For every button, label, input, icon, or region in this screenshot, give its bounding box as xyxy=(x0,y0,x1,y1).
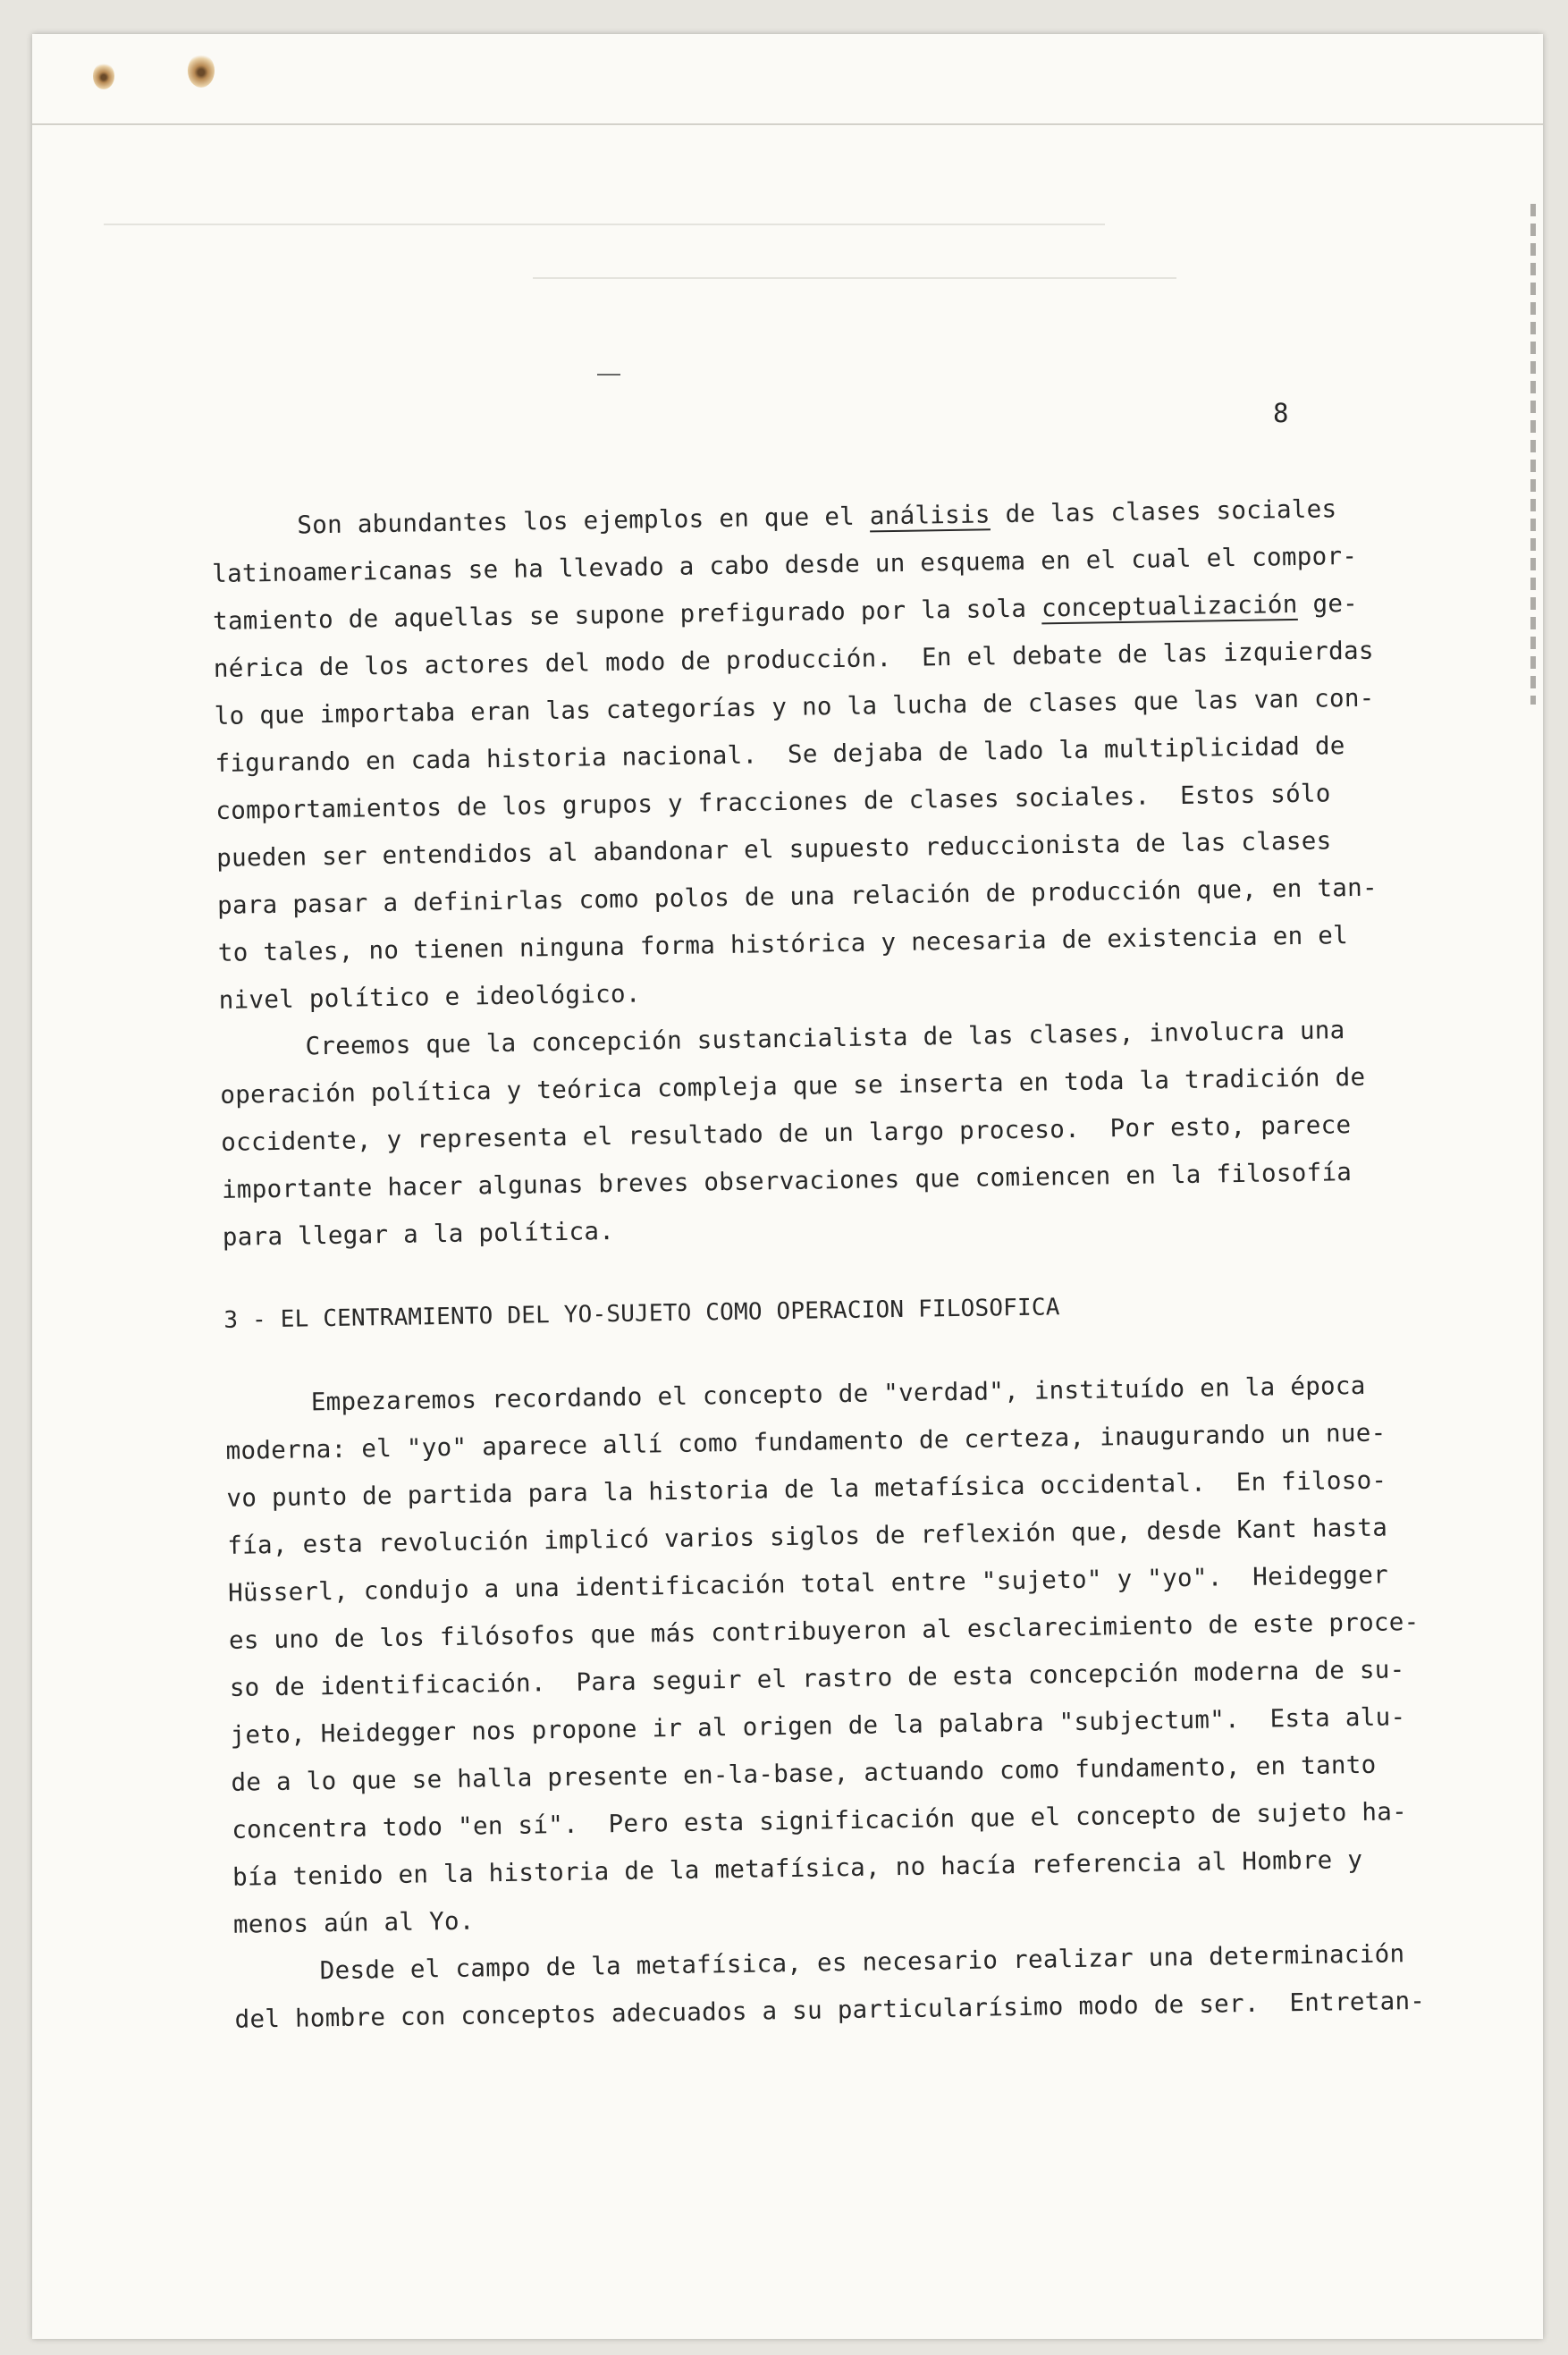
document-page xyxy=(32,34,1543,2339)
paragraph xyxy=(219,1005,1456,1262)
dash-mark xyxy=(597,374,620,376)
paragraph xyxy=(224,1361,1467,1949)
paragraph xyxy=(233,1929,1468,2044)
scan-artifact-line xyxy=(104,224,1105,225)
text-run: fía, esta revolución implicó varios siglos de reflexión que, desde Kant hasta xyxy=(227,1513,1388,1560)
text-run: tamiento de aquellas se supone prefigurado por la sola xyxy=(212,594,1042,636)
paragraphs-after-heading xyxy=(224,1361,1468,2044)
text-run: latinoamericanas se ha llevado a cabo desde un esquema en el cual el compor- xyxy=(211,541,1358,588)
text-run: Creemos que la concepción sustancialista de las clases, involucra una xyxy=(305,1016,1345,1061)
text-run: ge- xyxy=(1297,588,1359,619)
text-run: Desde el campo de la metafísica, es necesario realizar una determinación xyxy=(319,1939,1405,1986)
text-run: Hüsserl, condujo a una identificación total entre "sujeto" y "yo". Heidegger xyxy=(227,1560,1389,1608)
underlined-term: análisis xyxy=(869,500,991,531)
text-run: de las clases sociales xyxy=(990,494,1337,529)
scan-artifact-line xyxy=(32,123,1543,125)
text-run: concentra todo "en sí". Pero esta significación que el concepto de sujeto ha- xyxy=(232,1797,1408,1844)
page-number: 8 xyxy=(1273,398,1289,428)
text-run: importante hacer algunas breves observaciones que comiencen en la filosofía xyxy=(221,1158,1353,1204)
paragraphs-before-heading xyxy=(211,484,1456,1262)
paragraph xyxy=(211,484,1453,1025)
text-run: de a lo que se halla presente en-la-base, actuando como fundamento, en tanto xyxy=(231,1750,1377,1797)
text-run: occidente, y representa el resultado de un largo proceso. Por esto, parece xyxy=(220,1110,1352,1157)
text-run: para pasar a definirlas como polos de una relación de producción que, en tan- xyxy=(216,873,1378,920)
text-run: so de identificación. Para seguir el rastro de esta concepción moderna de su- xyxy=(229,1655,1405,1702)
text-run: to tales, no tienen ninguna forma histórica y necesaria de existencia en el xyxy=(217,921,1349,967)
edge-scan-marks xyxy=(1530,204,1536,705)
text-run: comportamientos de los grupos y fracciones de clases sociales. Estos sólo xyxy=(215,779,1331,825)
text-run: operación política y teórica compleja que se inserta en toda la tradición de xyxy=(220,1062,1366,1110)
text-run: lo que importaba eran las categorías y no la lucha de clases que las van con- xyxy=(214,683,1375,730)
text-run: vo punto de partida para la historia de la metafísica occidental. En filoso- xyxy=(226,1465,1387,1513)
text-run: del hombre con conceptos adecuados a su particularísimo modo de ser. Entretan- xyxy=(234,1986,1426,2034)
text-run: para llegar a la política. xyxy=(222,1217,615,1252)
text-run: jeto, Heidegger nos propone ir al origen de la palabra "subjectum". Esta alu- xyxy=(230,1702,1406,1750)
text-run: Empezaremos recordando el concepto de "verdad", instituído en la época xyxy=(310,1371,1366,1417)
text-run: nivel político e ideológico. xyxy=(218,979,641,1015)
text-run: Son abundantes los ejemplos en que el xyxy=(297,502,871,540)
scan-artifact-line xyxy=(533,277,1176,279)
section-heading: 3 - EL CENTRAMIENTO DEL YO-SUJETO COMO OPERACION FILOSOFICA xyxy=(223,1294,1060,1334)
text-run: bía tenido en la historia de la metafísica, no hacía referencia al Hombre y xyxy=(232,1844,1363,1892)
punch-hole-right xyxy=(188,54,215,88)
text-run: es uno de los filósofos que más contribuyeron al esclarecimiento de este proce- xyxy=(228,1607,1420,1655)
text-run: pueden ser entendidos al abandonar el supuesto reduccionista de las clases xyxy=(215,826,1332,873)
body-text xyxy=(211,484,1469,2043)
punch-hole-left xyxy=(93,63,114,89)
text-run: figurando en cada historia nacional. Se dejaba de lado la multiplicidad de xyxy=(215,731,1345,778)
text-run: moderna: el "yo" aparece allí como fundamento de certeza, inaugurando un nue- xyxy=(225,1418,1387,1465)
text-run: nérica de los actores del modo de producción. En el debate de las izquierdas xyxy=(213,636,1374,683)
text-run: menos aún al Yo. xyxy=(232,1906,475,1939)
underlined-term: conceptualización xyxy=(1041,589,1298,623)
